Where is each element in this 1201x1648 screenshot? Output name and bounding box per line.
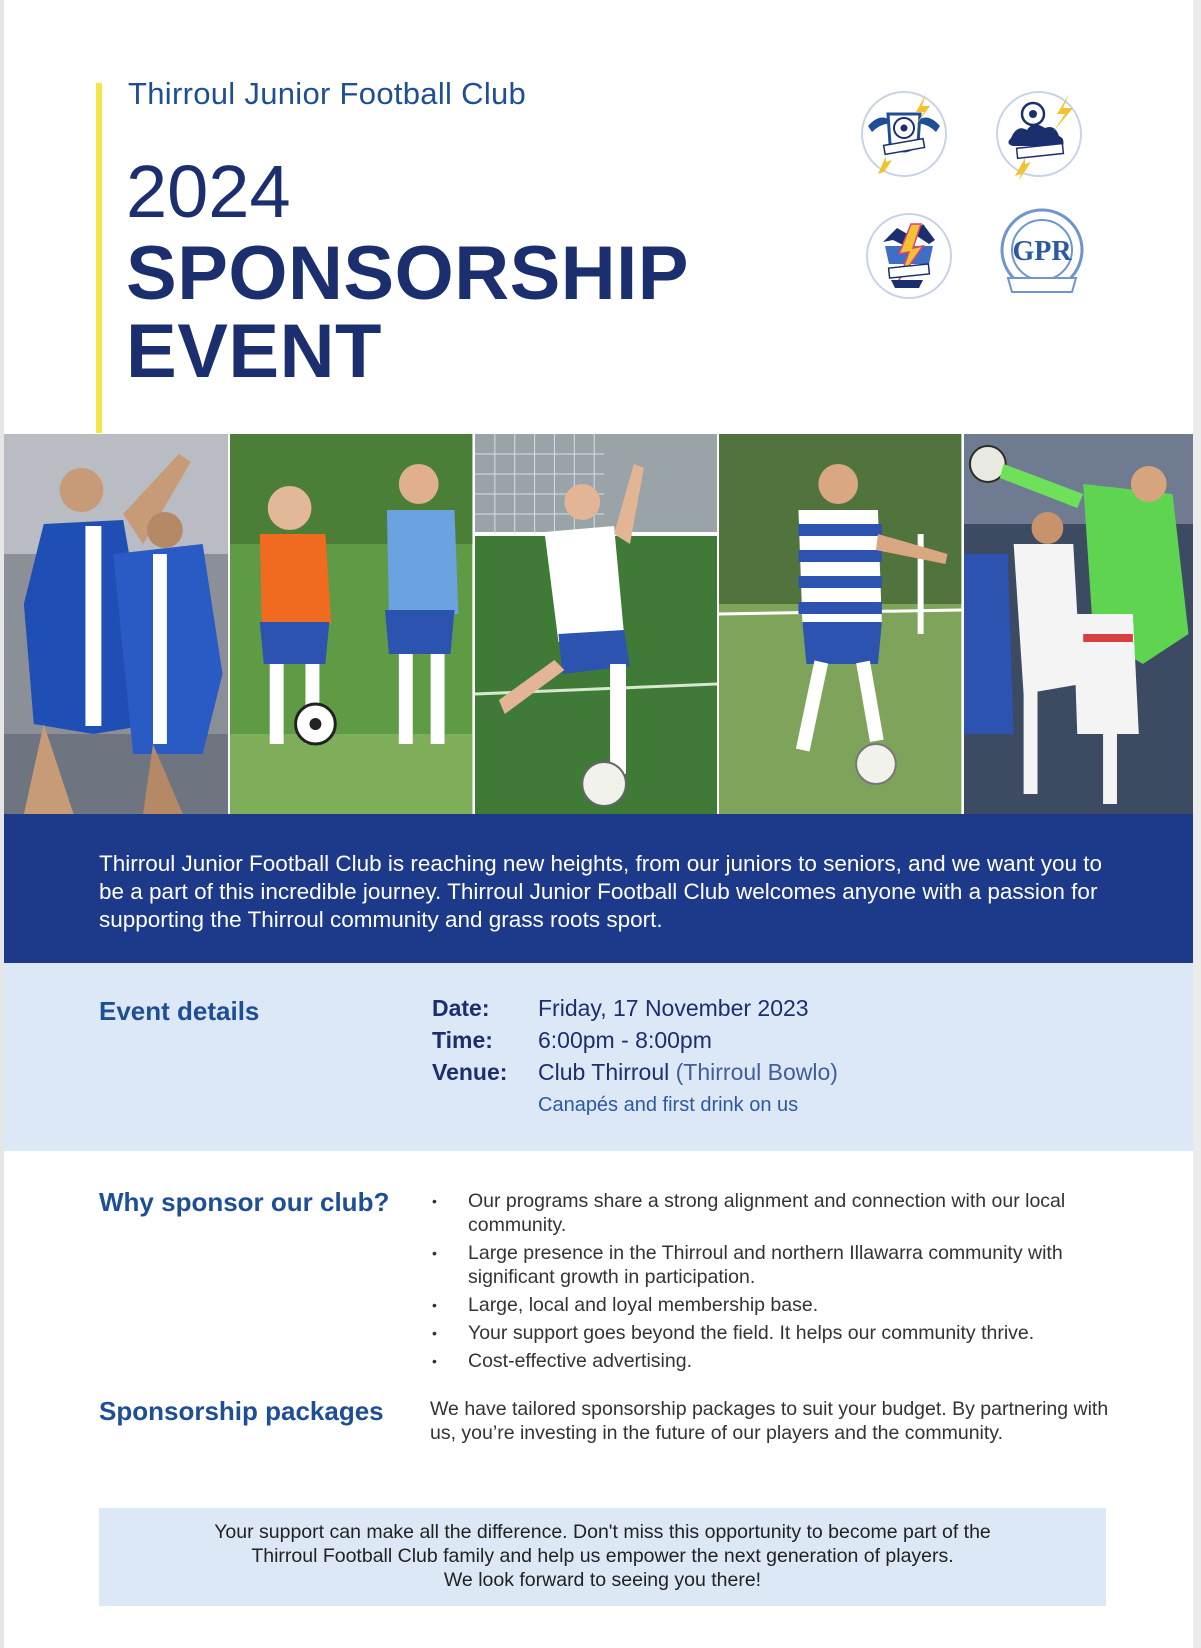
thirroul-hungerbolts-logo <box>858 88 950 180</box>
list-item: • Large presence in the Thirroul and northern Illawarra community with significant growth in participation. <box>428 1241 1118 1289</box>
event-note: Canapés and first drink on us <box>538 1094 799 1116</box>
list-item: • Your support goes beyond the field. It helps our community thrive. <box>428 1321 1118 1345</box>
closing-text <box>99 1520 1106 1592</box>
time-label: Time: <box>432 1027 493 1053</box>
title-line-2: EVENT <box>126 309 382 394</box>
venue-label: Venue: <box>432 1059 508 1085</box>
accent-bar <box>96 83 102 433</box>
list-item: • Large, local and loyal membership base. <box>428 1293 1118 1317</box>
event-year: 2024 <box>126 150 291 233</box>
closing-box <box>99 1508 1106 1606</box>
photo-goalkeeper-save <box>964 434 1193 814</box>
club-name: Thirroul Junior Football Club <box>128 76 527 111</box>
thirroul-thunder-logo <box>993 88 1085 180</box>
intro-band <box>4 814 1193 963</box>
gibson-park-rangers-logo <box>996 208 1088 300</box>
event-details-heading: Event details <box>99 996 260 1026</box>
title-line-1: SPONSORSHIP <box>126 231 689 316</box>
why-sponsor-list <box>428 1189 1118 1377</box>
venue-value <box>538 1059 838 1086</box>
intro-text: Thirroul Junior Football Club is reaching new heights, from our juniors to seniors, and we want you to be a part of this incredible journey. Thirroul Junior Football Club welcomes anyone with a passion for supporting the Thirroul community and grass roots sport. <box>99 851 1102 932</box>
closing-line-1: Your support can make all the difference. Don't miss this opportunity to become part of the <box>214 1521 991 1543</box>
list-item: • Our programs share a strong alignment and connection with our local community. <box>428 1189 1118 1237</box>
photo-male-player-dribble <box>719 434 963 814</box>
sponsorship-packages-text: We have tailored sponsorship packages to suit your budget. By partnering with us, you’re investing in the future of our players and the community. <box>430 1398 1109 1444</box>
date-label: Date: <box>432 995 490 1021</box>
time-value: 6:00pm - 8:00pm <box>538 1027 712 1053</box>
page-edge-right <box>1193 0 1201 1648</box>
thirroul-lightning-logo <box>863 210 955 302</box>
photo-female-player-kick <box>475 434 719 814</box>
photo-senior-celebration <box>4 434 230 814</box>
photo-junior-players <box>230 434 474 814</box>
photo-strip <box>4 434 1193 814</box>
closing-line-2: Thirroul Football Club family and help us empower the next generation of players. <box>251 1545 954 1567</box>
venue-alias: (Thirroul Bowlo) <box>675 1059 838 1085</box>
closing-line-3: We look forward to seeing you there! <box>443 1569 762 1591</box>
list-item: • Cost-effective advertising. <box>428 1349 1118 1373</box>
venue-name: Club Thirroul <box>538 1059 670 1085</box>
date-value: Friday, 17 November 2023 <box>538 995 809 1021</box>
why-sponsor-heading: Why sponsor our club? <box>99 1187 390 1217</box>
svg-text:GPR: GPR <box>1012 236 1072 267</box>
sponsorship-packages-heading: Sponsorship packages <box>99 1396 384 1426</box>
event-details-section <box>4 963 1193 1151</box>
